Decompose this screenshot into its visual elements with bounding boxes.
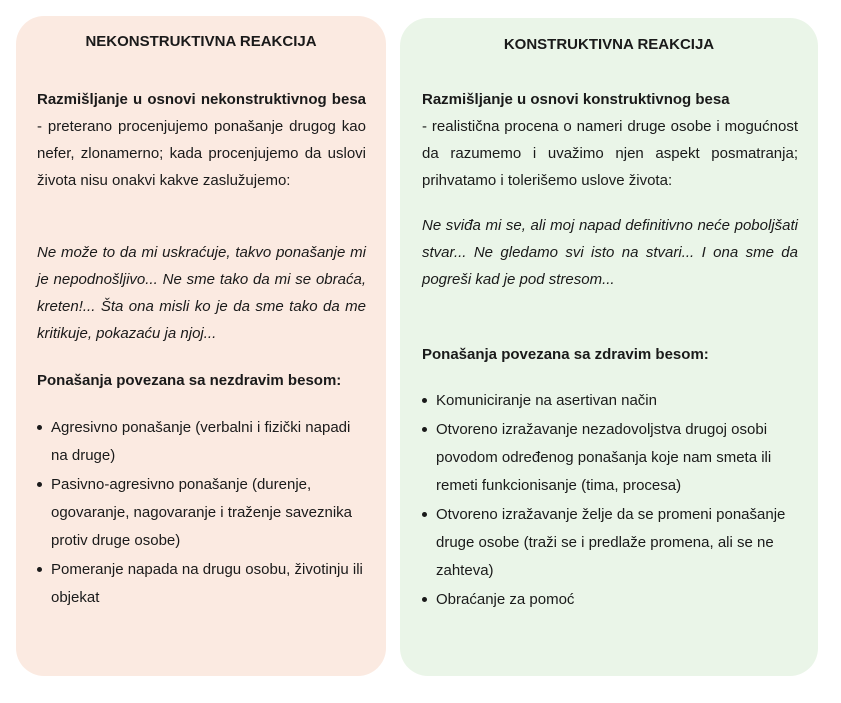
behaviors-list [422, 387, 798, 614]
list-item [422, 416, 798, 500]
list-item [37, 414, 366, 470]
bullet-icon [37, 482, 42, 487]
behaviors-list-wrapper [422, 387, 798, 615]
bullet-icon [37, 425, 42, 430]
list-item-text: Pasivno-agresivno ponašanje (durenje, ogovaranje, nagovaranje i traženje saveznika protiv druge osobe) [51, 476, 353, 549]
list-item [37, 471, 366, 555]
list-item-text: Otvoreno izražavanje nezadovoljstva drugoj osobi povodom određenog ponašanja koje nam smeta ili remeti funkcionisanje (tima, procesa) [436, 421, 772, 494]
behaviors-heading: Ponašanja povezana sa zdravim besom: [422, 346, 709, 363]
list-item [422, 387, 798, 415]
thinking-label: Razmišljanje u osnovi konstruktivnog besa [422, 91, 730, 108]
behaviors-list [37, 414, 366, 612]
bullet-icon [422, 597, 427, 602]
list-item [37, 556, 366, 612]
example-quote: Ne sviđa mi se, ali moj napad definitivno neće poboljšati stvar... Ne gledamo svi isto na stvari... I ona sme da pogreši kad je pod stresom... [422, 217, 798, 288]
thinking-text: - realistična procena o nameri druge osobe i mogućnost da razumemo i uvažimo njen aspekt posmatranja; prihvatamo i tolerišemo uslove života: [422, 118, 798, 189]
constructive-reaction-card [400, 18, 818, 676]
card-title: KONSTRUKTIVNA REAKCIJA [503, 36, 715, 53]
list-item-text: Agresivno ponašanje (verbalni i fizički napadi na druge) [51, 419, 351, 464]
bullet-icon [37, 567, 42, 572]
list-item-text: Komuniciranje na asertivan način [436, 392, 657, 409]
thinking-label: Razmišljanje u osnovi nekonstruktivnog besa [37, 91, 366, 108]
thinking-paragraph [37, 86, 366, 194]
list-item-text: Pomeranje napada na drugu osobu, životinju ili objekat [51, 561, 363, 606]
bullet-icon [422, 427, 427, 432]
bullet-icon [422, 398, 427, 403]
behaviors-list-wrapper [37, 414, 366, 613]
bullet-icon [422, 512, 427, 517]
list-item-text: Otvoreno izražavanje želje da se promeni ponašanje druge osobe (traži se i predlaže promena, ali se ne zahteva) [436, 506, 786, 579]
list-item-text: Obraćanje za pomoć [436, 591, 575, 608]
list-item [422, 501, 798, 585]
card-title: NEKONSTRUKTIVNA REAKCIJA [85, 33, 317, 50]
example-quote: Ne može to da mi uskraćuje, takvo ponašanje mi je nepodnošljivo... Ne sme tako da mi se obraća, kreten!... Šta ona misli ko je da sme tako da me kritikuje, pokazaću ja njoj... [37, 244, 366, 342]
unconstructive-reaction-card [16, 16, 386, 676]
list-item [422, 586, 798, 614]
behaviors-heading: Ponašanja povezana sa nezdravim besom: [37, 372, 342, 389]
thinking-text: - preterano procenjujemo ponašanje drugog kao nefer, zlonamerno; kada procenjujemo da uslovi života nisu onakvi kakve zaslužujemo: [37, 118, 366, 189]
